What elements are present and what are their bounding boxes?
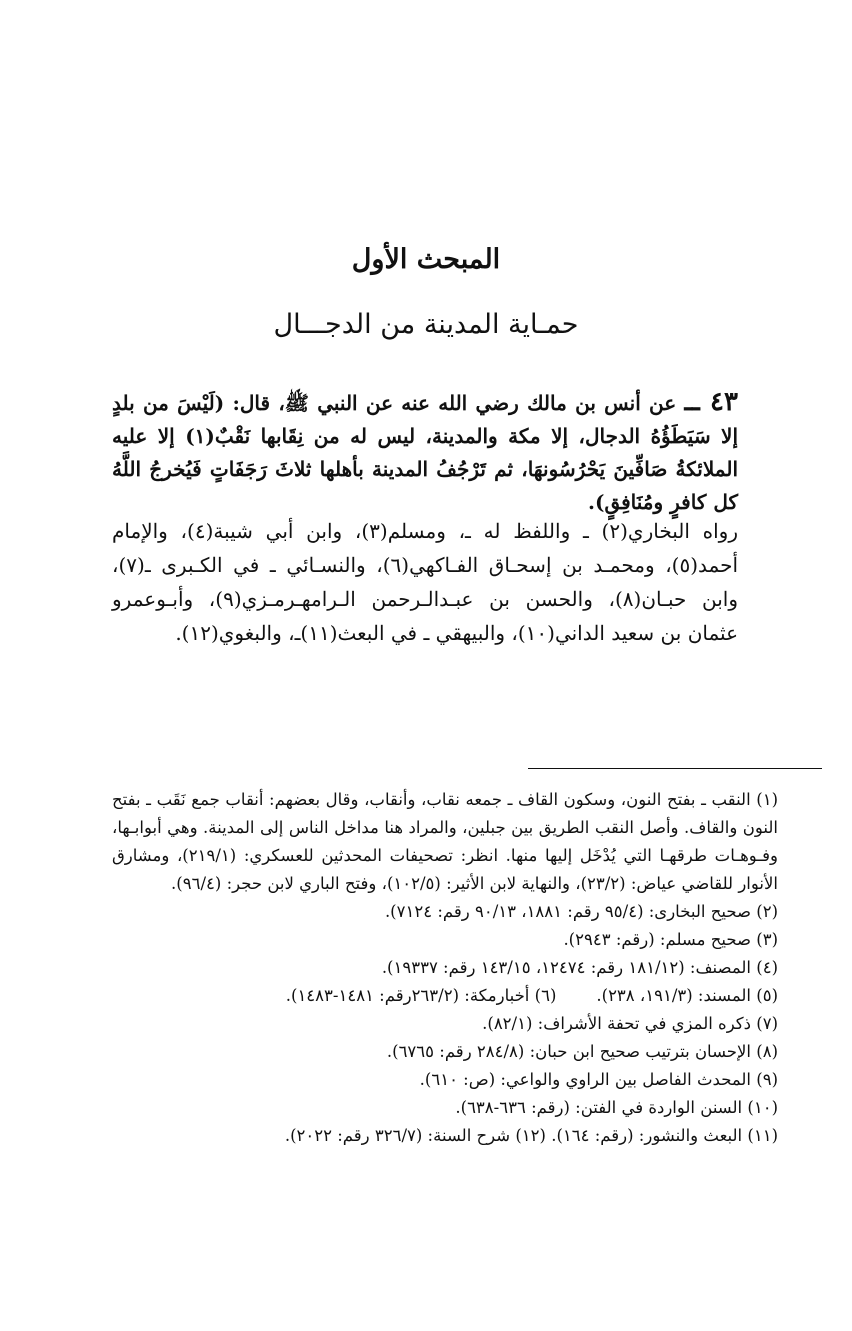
footnote-6: (٦) أخبارمكة: (٢٦٣/٢رقم: ١٤٨١-١٤٨٣). [285,986,557,1005]
footnote-3: (٣) صحيح مسلم: (رقم: ٢٩٤٣). [563,930,778,949]
footnote-2: (٢) صحيح البخارى: (٩٥/٤ رقم: ١٨٨١، ٩٠/١٣ رقم: ٧١٢٤). [384,902,778,921]
hadith-text [112,386,738,519]
footnotes [112,786,778,1150]
footnote-divider [528,768,822,769]
footnote-row-5-6 [112,982,778,1010]
footnote-4: (٤) المصنف: (١٨١/١٢ رقم: ١٢٤٧٤، ١٤٣/١٥ رقم: ١٩٣٣٧). [381,958,778,977]
hadith-number: ٤٣ ــ [684,387,738,417]
footnote-8: (٨) الإحسان بترتيب صحيح ابن حبان: (٢٨٤/٨ رقم: ٦٧٦٥). [386,1042,778,1061]
footnote-11-12: (١١) البعث والنشور: (رقم: ١٦٤). (١٢) شرح السنة: (٣٢٦/٧ رقم: ٢٠٢٢). [284,1126,778,1145]
footnote-1: (١) النقب ـ بفتح النون، وسكون القاف ـ جمعه نقاب، وأنقاب، وقال بعضهم: أنقاب جمع نَقَب ـ بفتح النون والقاف. وأصل النقب الطريق بين جبلين، والمراد هنا مداخل الناس إلى المدينة. وهي أبوابـها، وفـوهـات طرقهـا التي يُدْخَل إليها منها. انظر: تصحيفات المحدثين للعسكري: (٢١٩/١)، ومشارق الأنوار للقاضي عياض: (٢٣/٢)، والنهاية لابن الأثير: (١٠٢/٥)، وفتح الباري لابن حجر: (٩٦/٤). [112,790,778,893]
hadith-body: عن أنس بن مالك رضي الله عنه عن النبي ﷺ، قال: (لَيْسَ من بلدٍ إلا سَيَطَؤُهُ الدجال، إلا مكة والمدينة، ليس له من نِقَابها نَقْبٌ(١) إلا عليه الملائكةُ صَافِّينَ يَحْرُسُونهَا، ثم تَرْجُفُ المدينة بأهلها ثلاثَ رَجَفَاتٍ فَيُخرجُ اللَّهُ كل كافرٍ ومُنَافِقٍ). [112,391,739,514]
hadith-sources: رواه البخاري(٢) ـ واللفظ له ـ، ومسلم(٣)، وابن أبي شيبة(٤)، والإمام أحمد(٥)، ومحمـد بن إسحـاق الفـاكهي(٦)، والنسـائي ـ في الكـبرى ـ(٧)، وابن حبـان(٨)، والحسن بن عبـدالـرحمن الـرامهـرمـزي(٩)، وأبـوعمرو عثمان بن سعيد الداني(١٠)، والبيهقي ـ في البعث(١١)ـ، والبغوي(١٢). [112,519,739,645]
footnote-5: (٥) المسند: (١٩١/٣، ٢٣٨). [596,986,778,1005]
footnote-9: (٩) المحدث الفاصل بين الراوي والواعي: (ص: ٦١٠). [419,1070,778,1089]
footnote-10: (١٠) السنن الواردة في الفتن: (رقم: ٦٣٦-٦٣٨). [455,1098,778,1117]
chapter-title: المبحث الأول [351,244,501,275]
footnote-7: (٧) ذكره المزي في تحفة الأشراف: (٨٢/١). [482,1014,778,1033]
chapter-subtitle: حمـاية المدينة من الدجـــال [273,309,579,340]
